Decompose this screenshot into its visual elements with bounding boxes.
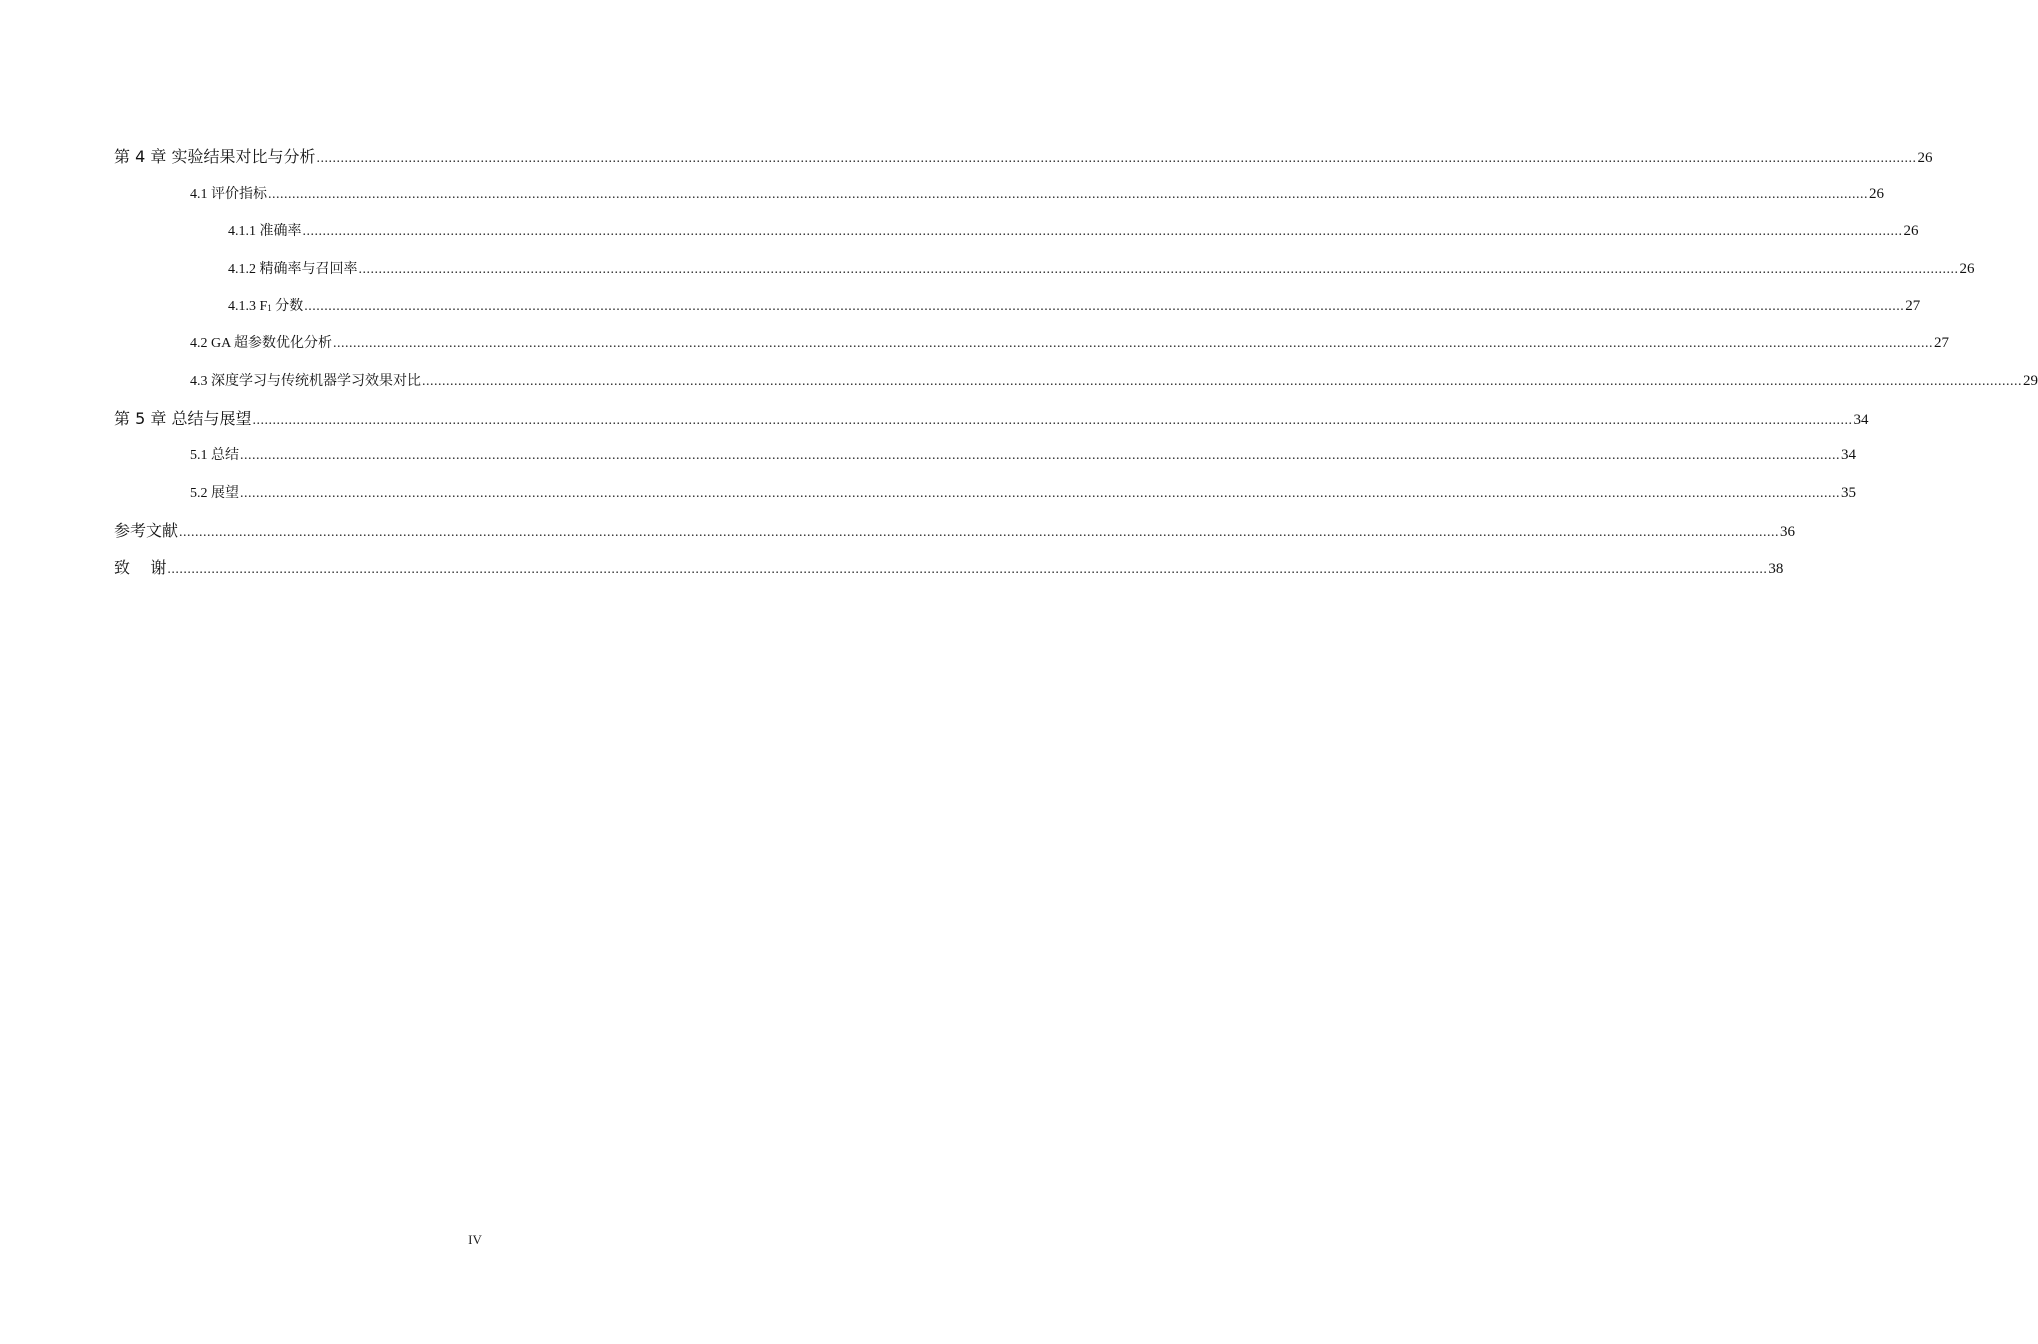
toc-entry-page: 27	[1905, 298, 1921, 314]
toc-entry-4-1-3[interactable]	[228, 295, 1921, 315]
dot-leader: ................................................................................................................................................................................................................................................................................................................................................................................................................	[240, 486, 1840, 501]
toc-entry-title: 4.2 GA 超参数优化分析	[190, 336, 332, 351]
toc-entry-page: 26	[1959, 261, 1975, 277]
toc-entry-title: 4.1 评价指标	[190, 187, 267, 202]
page-number: IV	[468, 1232, 482, 1247]
dot-leader: ................................................................................................................................................................................................................................................................................................................................................................................................................	[358, 262, 1959, 277]
toc-entry-title: 5.1 总结	[190, 448, 239, 463]
toc-entry-page: 26	[1903, 223, 1919, 239]
toc-entry-4-2[interactable]	[190, 332, 1949, 352]
toc-entry-4-1-1[interactable]	[228, 220, 1919, 240]
toc-entry-5-2[interactable]	[190, 482, 1856, 502]
toc-entry-title: 4.3 深度学习与传统机器学习效果对比	[190, 374, 421, 389]
toc-entry-references[interactable]	[114, 518, 1796, 541]
toc-entry-title: 第 4 章 实验结果对比与分析	[114, 147, 316, 166]
dot-leader: ................................................................................................................................................................................................................................................................................................................................................................................................................	[422, 374, 2022, 389]
toc-entry-title-prefix: 4.1.3 F	[228, 299, 268, 314]
dot-leader: ................................................................................................................................................................................................................................................................................................................................................................................................................	[167, 562, 1768, 577]
dot-leader: ................................................................................................................................................................................................................................................................................................................................................................................................................	[240, 448, 1840, 463]
toc-entry-4-3[interactable]	[190, 370, 2038, 390]
toc-entry-title: 4.1.1 准确率	[228, 224, 302, 239]
toc-entry-title: 参考文献	[114, 521, 179, 540]
toc-entry-page: 29	[2023, 373, 2038, 389]
dot-leader: ................................................................................................................................................................................................................................................................................................................................................................................................................	[302, 224, 1903, 239]
toc-entry-title: 4.1.2 精确率与召回率	[228, 262, 358, 277]
toc-entry-page: 35	[1841, 485, 1856, 501]
toc-entry-chapter-5[interactable]	[114, 406, 1869, 429]
toc-entry-title: 致 谢	[114, 558, 167, 577]
dot-leader: ................................................................................................................................................................................................................................................................................................................................................................................................................	[268, 187, 1868, 202]
dot-leader: ................................................................................................................................................................................................................................................................................................................................................................................................................	[252, 413, 1853, 428]
toc-entry-5-1[interactable]	[190, 444, 1856, 464]
toc-entry-title-subscript: 1	[267, 303, 272, 313]
toc-entry-acknowledgements[interactable]	[114, 555, 1784, 578]
dot-leader: ................................................................................................................................................................................................................................................................................................................................................................................................................	[304, 299, 1905, 314]
toc-entry-title: 5.2 展望	[190, 486, 239, 501]
dot-leader: ................................................................................................................................................................................................................................................................................................................................................................................................................	[179, 525, 1780, 540]
toc-entry-page: 34	[1841, 447, 1856, 463]
dot-leader: ................................................................................................................................................................................................................................................................................................................................................................................................................	[332, 336, 1933, 351]
toc-entry-page: 38	[1768, 561, 1784, 577]
toc-entry-page: 26	[1869, 186, 1884, 202]
toc-entry-page: 34	[1853, 412, 1869, 428]
toc-entry-chapter-4[interactable]	[114, 144, 1933, 167]
toc-entry-page: 27	[1933, 335, 1949, 351]
toc-entry-page: 36	[1780, 524, 1796, 540]
toc-entry-page: 26	[1917, 150, 1933, 166]
toc-entry-4-1-2[interactable]	[228, 258, 1975, 278]
toc-entry-title	[228, 295, 303, 315]
toc-entry-title-suffix: 分数	[271, 299, 304, 314]
toc-entry-title: 第 5 章 总结与展望	[114, 409, 252, 428]
dot-leader: ................................................................................................................................................................................................................................................................................................................................................................................................................	[316, 151, 1917, 166]
toc-entry-4-1[interactable]	[190, 183, 1884, 203]
